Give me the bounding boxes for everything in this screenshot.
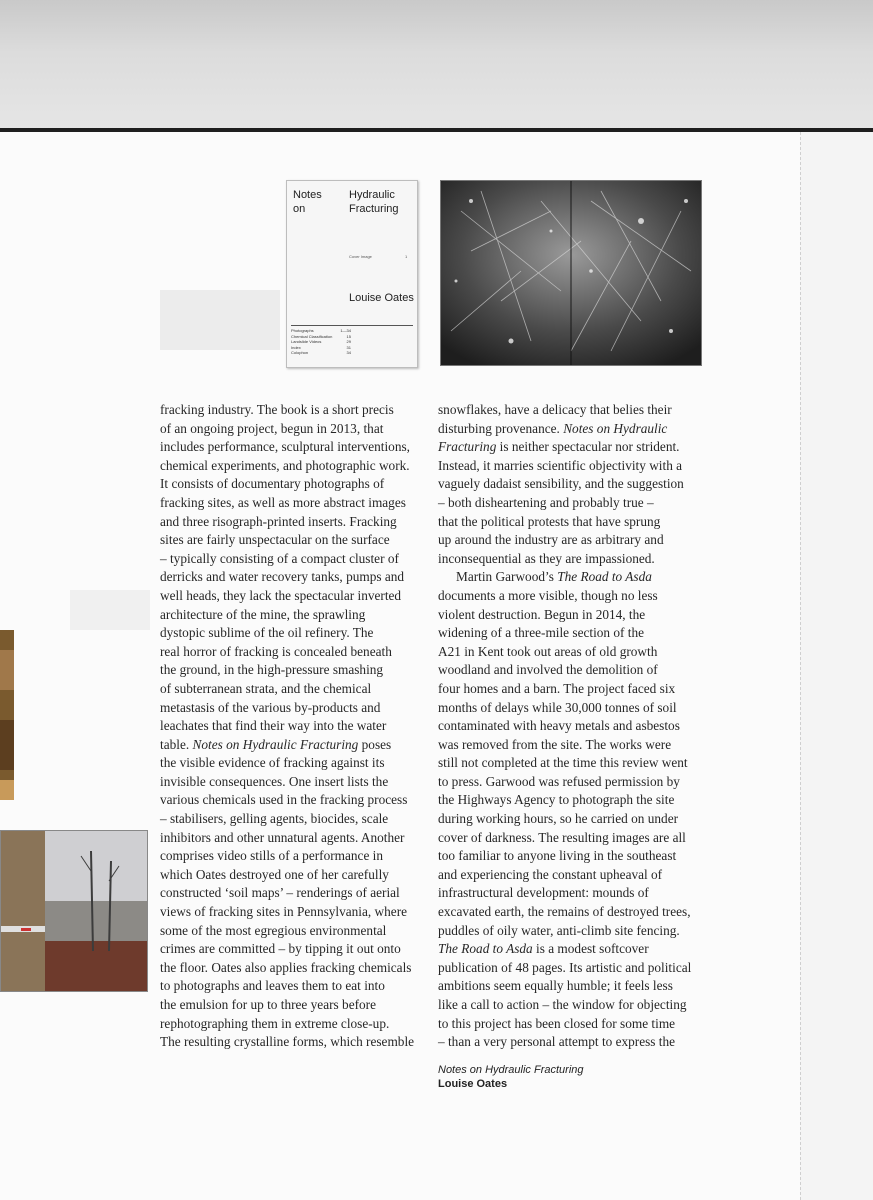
text-line: inconsequential as they are impassioned.	[438, 550, 655, 566]
text-line: crimes are committed – by tipping it out onto	[160, 941, 401, 957]
text-line: the visible evidence of fracking against its	[160, 755, 385, 771]
text-line: fracking industry. The book is a short precis	[160, 402, 394, 417]
text-line: the Highways Agency to photograph the site	[438, 792, 675, 808]
text-line: well heads, they lack the spectacular inverted	[160, 587, 402, 603]
text-line: infrastructural development: mounds of	[438, 885, 649, 901]
text-line: inhibitors and other unnatural agents. Another	[160, 829, 405, 845]
text-line: months of delays while 30,000 tonnes of soil	[438, 699, 677, 715]
show-through-photo-strip	[0, 630, 14, 800]
text-line: contaminated with heavy metals and asbestos	[438, 718, 680, 734]
text-line: and three risograph-printed inserts. Fracking	[160, 513, 397, 529]
text-line: views of fracking sites in Pennsylvania, where	[160, 904, 408, 920]
text-line: was removed from the site. The works were	[438, 736, 672, 752]
text-line: four homes and a barn. The project faced six	[438, 680, 676, 696]
text-line: Martin Garwood’s The Road to Asda	[456, 569, 652, 585]
text-line: snowflakes, have a delicacy that belies their	[438, 402, 672, 417]
text-line: publication of 48 pages. Its artistic and political	[438, 959, 692, 975]
book-cover-contents	[291, 328, 351, 356]
text-line: rephotographing them in extreme close-up.	[160, 1015, 390, 1031]
text-line: leachates that find their way into the water	[160, 718, 387, 734]
text-line: of subterranean strata, and the chemical	[160, 680, 372, 696]
text-line: still not completed at the time this review went	[438, 755, 688, 771]
text-line: the emulsion for up to three years before	[160, 997, 376, 1012]
text-line: to this project has been closed for some time	[438, 1015, 676, 1031]
text-line: vaguely dadaist sensibility, and the suggestion	[438, 476, 684, 492]
crystalline-photograph	[440, 180, 702, 366]
contents-row: Index 31	[291, 344, 351, 350]
text-line: documents a more visible, though no less	[438, 587, 658, 603]
book-cover-title-left: Notes on	[293, 189, 322, 215]
contents-row: Landslide Videos 29	[291, 339, 351, 344]
text-line: like a call to action – the window for objecting	[438, 997, 687, 1012]
text-line: A21 in Kent took out areas of old growth	[438, 643, 658, 659]
text-line: some of the most egregious environmental	[160, 922, 387, 938]
book-cover-title-right: Hydraulic Fracturing	[349, 189, 399, 215]
caption-title: Notes on Hydraulic Fracturing	[438, 1064, 584, 1076]
article-column-left	[160, 401, 422, 1052]
book-cover-author: Louise Oates	[349, 292, 414, 304]
text-line: dystopic sublime of the oil refinery. The	[160, 625, 374, 641]
text-line: cover of darkness. The resulting images are all	[438, 829, 686, 845]
book-cover-image-label: Cover Image	[349, 254, 372, 259]
text-line: metastasis of the various by-products and	[160, 699, 381, 715]
text-line: sites are fairly unspectacular on the surface	[160, 532, 390, 548]
contents-row: Photographs 1—34	[291, 328, 351, 333]
text-line: – both disheartening and probably true –	[438, 494, 654, 510]
text-line: derricks and water recovery tanks, pumps and	[160, 569, 405, 585]
show-through-shadow	[70, 590, 150, 630]
text-line: comprises video stills of a performance in	[160, 848, 384, 864]
text-line: chemical experiments, and photographic work.	[160, 457, 410, 473]
text-line: architecture of the mine, the sprawling	[160, 606, 366, 622]
text-line: woodland and involved the demolition of	[438, 662, 658, 678]
text-line: puddles of oily water, anti-climb site fencing.	[438, 922, 680, 938]
text-line: too familiar to anyone living in the southeast	[438, 848, 677, 864]
article-column-right	[438, 401, 702, 1052]
scanner-top-band	[0, 0, 873, 132]
text-line: Instead, it marries scientific objectivity with a	[438, 457, 683, 473]
text-line: disturbing provenance. Notes on Hydraulic	[438, 420, 668, 436]
text-line: – stabilisers, gelling agents, biocides, scale	[160, 811, 389, 827]
show-through-shadow	[160, 290, 280, 350]
text-line: ambitions seem equally humble; it feels less	[438, 978, 673, 994]
show-through-tree-photo	[0, 830, 148, 992]
caption-author: Louise Oates	[438, 1078, 508, 1090]
text-line: of an ongoing project, begun in 2013, that	[160, 420, 384, 436]
text-line: the ground, in the high-pressure smashing	[160, 662, 384, 678]
contents-row: Colophon 34	[291, 350, 351, 355]
text-line: and experiencing the constant upheaval of	[438, 866, 663, 882]
text-line: during working hours, so he carried on under	[438, 811, 679, 827]
text-line: It consists of documentary photographs of	[160, 476, 385, 492]
text-line: fracking sites, as well as more abstract images	[160, 494, 406, 510]
contents-row: Chemical Classification 15	[291, 333, 351, 339]
text-line: includes performance, sculptural interventions,	[160, 439, 410, 455]
text-line: widening of a three-mile section of the	[438, 625, 645, 641]
text-line: Fracturing is neither spectacular nor strident.	[438, 439, 680, 455]
text-line: to photographs and leaves them to eat into	[160, 978, 385, 994]
text-line: – typically consisting of a compact cluster of	[160, 550, 399, 566]
text-line: The Road to Asda is a modest softcover	[438, 941, 649, 957]
text-line: various chemicals used in the fracking process	[160, 792, 408, 808]
text-line: which Oates destroyed one of her carefully	[160, 866, 389, 882]
text-line: up around the industry are as arbitrary and	[438, 532, 664, 548]
text-line: constructed ‘soil maps’ – renderings of aerial	[160, 885, 400, 901]
text-line: violent destruction. Begun in 2014, the	[438, 606, 646, 622]
book-cover-rule	[291, 325, 413, 326]
facing-page-edge	[800, 132, 873, 1200]
text-line: table. Notes on Hydraulic Fracturing poses	[160, 736, 392, 752]
text-line: real horror of fracking is concealed beneath	[160, 643, 392, 659]
text-line: excavated earth, the remains of destroyed trees,	[438, 904, 691, 920]
text-line: The resulting crystalline forms, which resemble	[160, 1034, 415, 1050]
text-line: the floor. Oates also applies fracking chemicals	[160, 959, 412, 975]
text-line: – than a very personal attempt to express the	[438, 1034, 676, 1050]
text-line: to press. Garwood was refused permission by	[438, 773, 680, 789]
image-caption	[438, 1063, 584, 1091]
text-line: invisible consequences. One insert lists the	[160, 773, 389, 789]
text-line: that the political protests that have sprung	[438, 513, 661, 529]
book-cover-image	[286, 180, 418, 368]
book-cover-page-number: 1	[405, 254, 408, 259]
